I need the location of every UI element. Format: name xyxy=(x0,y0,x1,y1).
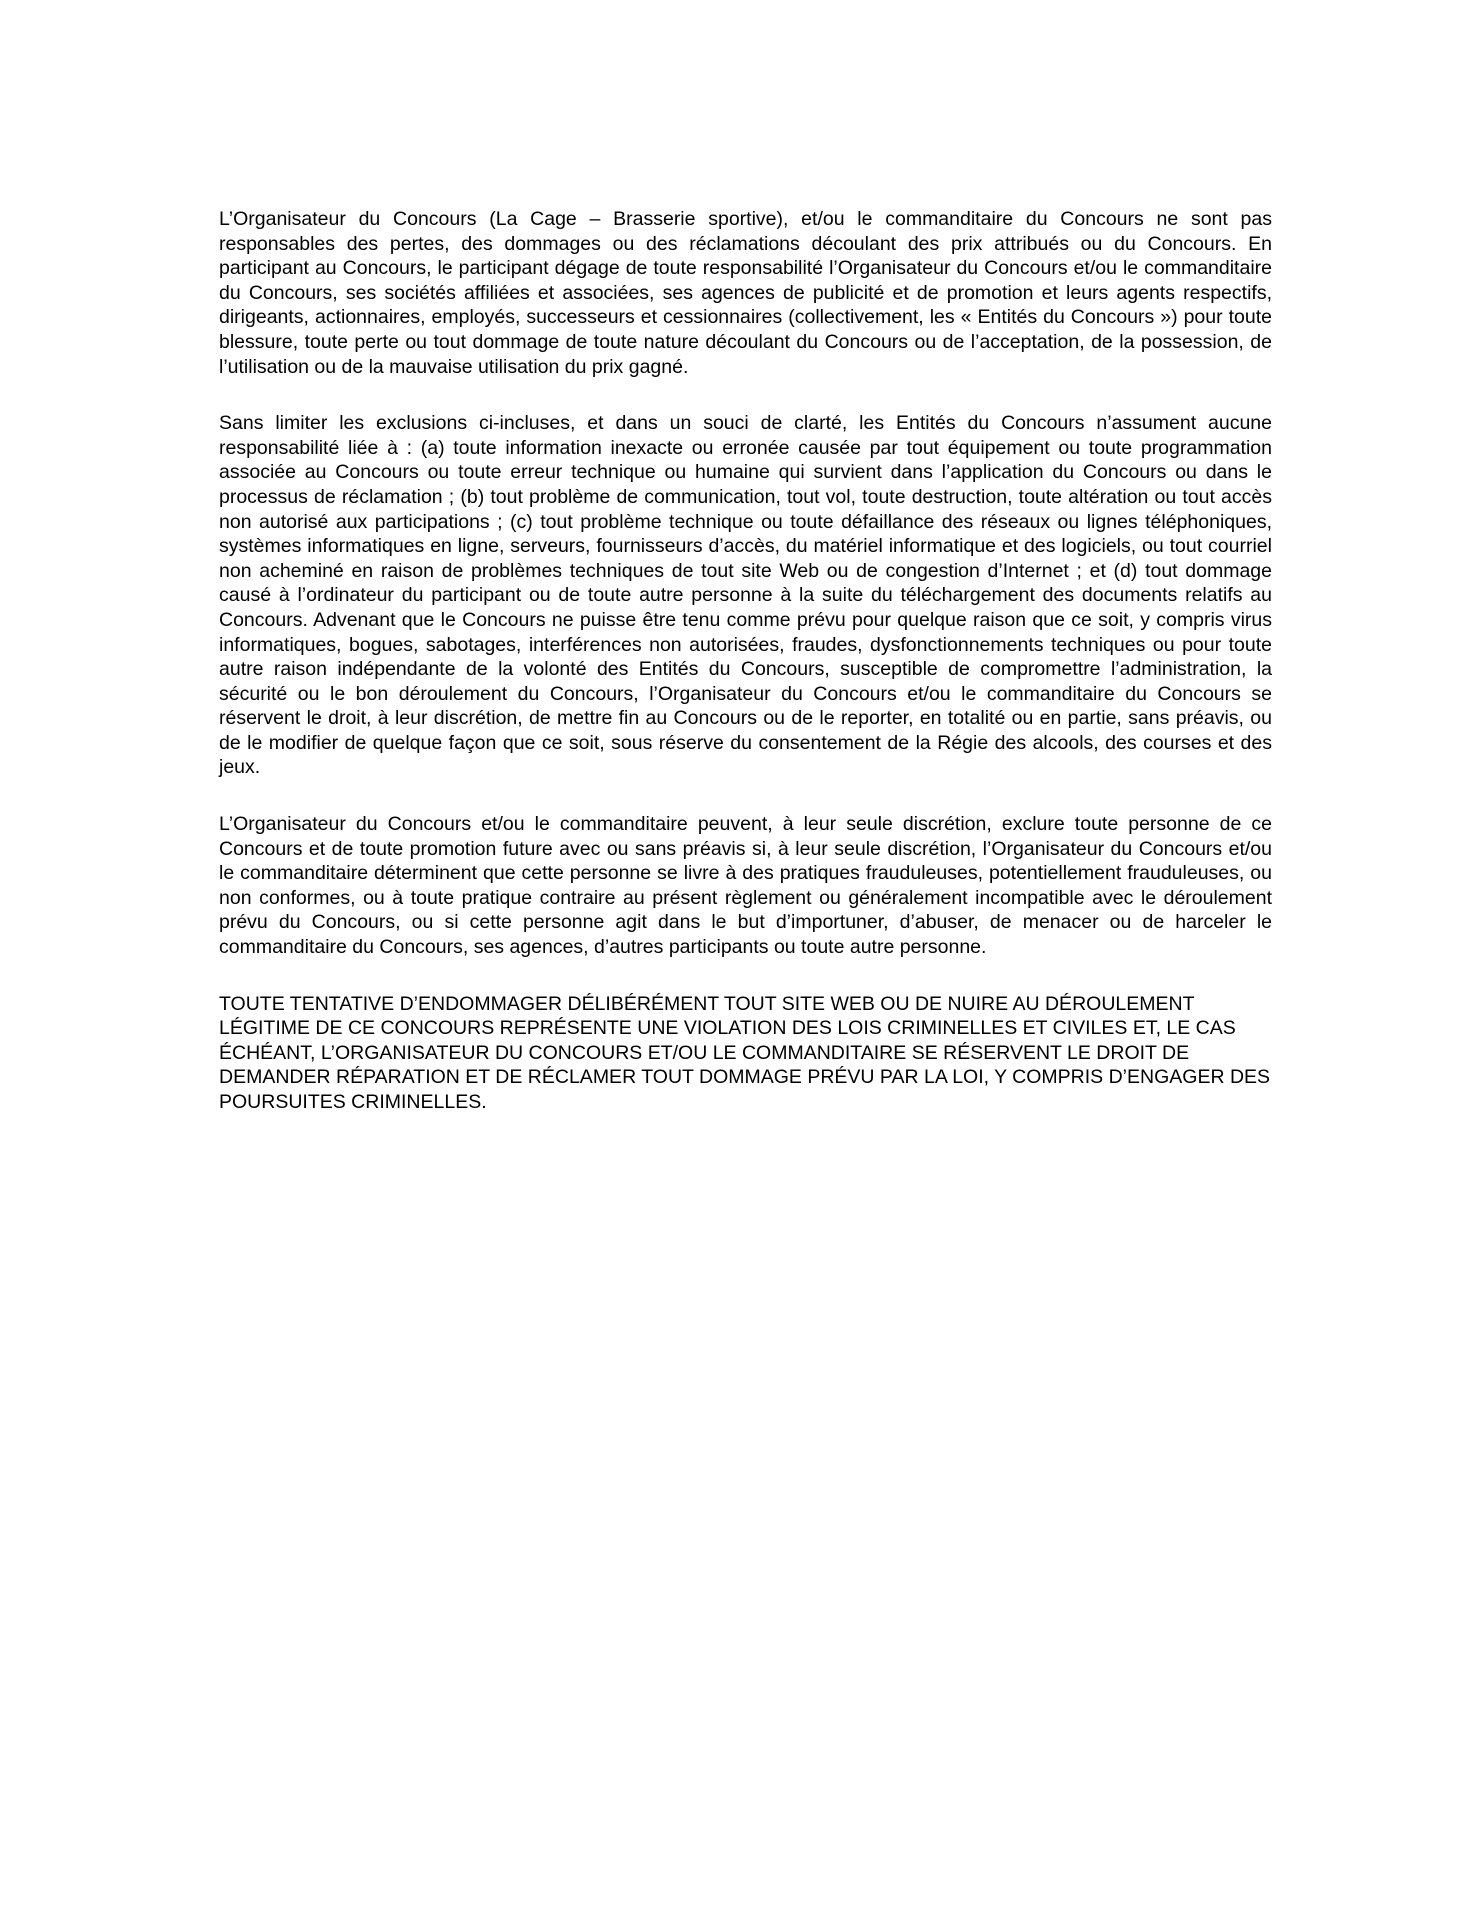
exclusions-paragraph: Sans limiter les exclusions ci-incluses, et dans un souci de clarté, les Entités du Concours n’assument aucune responsabilité liée à : (a) toute information inexacte ou erronée causée par tout équipement ou toute programmation associée au Concours ou toute erreur technique ou humaine qui survient dans l’application du Concours ou dans le processus de réclamation ; (b) tout problème de communication, tout vol, toute destruction, toute altération ou tout accès non autorisé aux participations ; (c) tout problème technique ou toute défaillance des réseaux ou lignes téléphoniques, systèmes informatiques en ligne, serveurs, fournisseurs d’accès, du matériel informatique et des logiciels, ou tout courriel non acheminé en raison de problèmes techniques de tout site Web ou de congestion d’Internet ; et (d) tout dommage causé à l’ordinateur du participant ou de toute autre personne à la suite du téléchargement des documents relatifs au Concours. Advenant que le Concours ne puisse être tenu comme prévu pour quelque raison que ce soit, y compris virus informatiques, bogues, sabotages, interférences non autorisées, fraudes, dysfonctionnements techniques ou pour toute autre raison indépendante de la volonté des Entités du Concours, susceptible de compromettre l’administration, la sécurité ou le bon déroulement du Concours, l’Organisateur du Concours et/ou le commanditaire du Concours se réservent le droit, à leur discrétion, de mettre fin au Concours ou de le reporter, en totalité ou en partie, sans préavis, ou de le modifier de quelque façon que ce soit, sous réserve du consentement de la Régie des alcools, des courses et des jeux. xyxy=(219,412,1272,779)
legal-warning-paragraph: TOUTE TENTATIVE D’ENDOMMAGER DÉLIBÉRÉMENT TOUT SITE WEB OU DE NUIRE AU DÉROULEMENT LÉGITIME DE CE CONCOURS REPRÉSENTE UNE VIOLATION DES LOIS CRIMINELLES ET CIVILES ET, LE CAS ÉCHÉANT, L’ORGANISATEUR DU CONCOURS ET/OU LE COMMANDITAIRE SE RÉSERVENT LE DROIT DE DEMANDER RÉPARATION ET DE RÉCLAMER TOUT DOMMAGE PRÉVU PAR LA LOI, Y COMPRIS D’ENGAGER DES POURSUITES CRIMINELLES. xyxy=(219,992,1271,1113)
document-body xyxy=(219,207,1272,1147)
liability-release-paragraph: L’Organisateur du Concours (La Cage – Brasserie sportive), et/ou le commanditaire du Concours ne sont pas responsables des pertes, des dommages ou des réclamations découlant des prix attribués ou du Concours. En participant au Concours, le participant dégage de toute responsabilité l’Organisateur du Concours et/ou le commanditaire du Concours, ses sociétés affiliées et associées, ses agences de publicité et de promotion et leurs agents respectifs, dirigeants, actionnaires, employés, successeurs et cessionnaires (collectivement, les « Entités du Concours ») pour toute blessure, toute perte ou tout dommage de toute nature découlant du Concours ou de l’acceptation, de la possession, de l’utilisation ou de la mauvaise utilisation du prix gagné. xyxy=(219,208,1272,378)
disqualification-paragraph: L’Organisateur du Concours et/ou le commanditaire peuvent, à leur seule discrétion, exclure toute personne de ce Concours et de toute promotion future avec ou sans préavis si, à leur seule discrétion, l’Organisateur du Concours et/ou le commanditaire déterminent que cette personne se livre à des pratiques frauduleuses, potentiellement frauduleuses, ou non conformes, ou à toute pratique contraire au présent règlement ou généralement incompatible avec le déroulement prévu du Concours, ou si cette personne agit dans le but d’importuner, d’abuser, de menacer ou de harceler le commanditaire du Concours, ses agences, d’autres participants ou toute autre personne. xyxy=(219,813,1272,959)
